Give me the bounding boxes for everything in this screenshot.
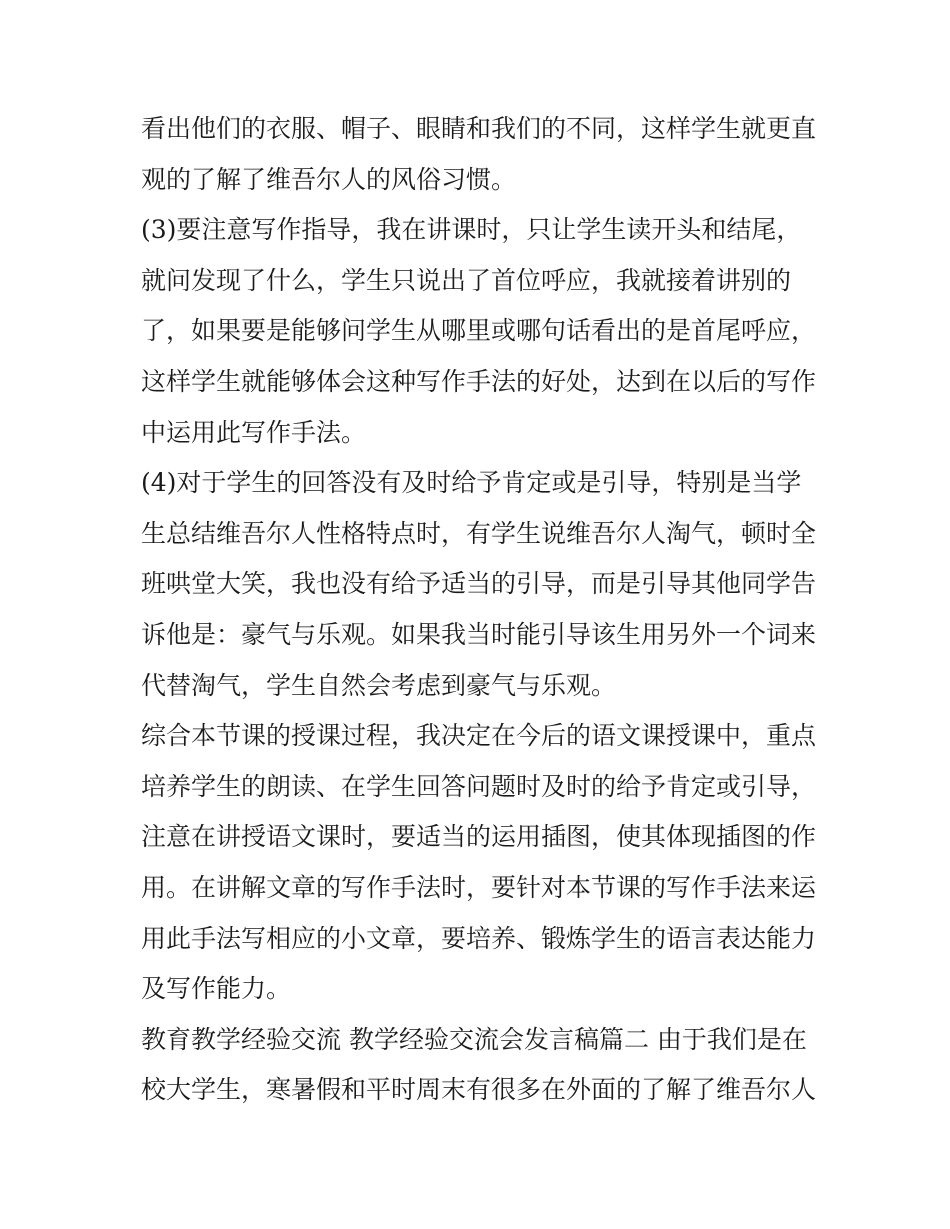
document-body (141, 104, 821, 1116)
text-line: 班哄堂大笑，我也没有给予适当的引导，而是引导其他同学告 (141, 569, 817, 599)
text-line: 校大学生，寒暑假和平时周末有很多在外面的了解了维吾尔人 (141, 1075, 817, 1105)
text-line: 用。在讲解文章的写作手法时，要针对本节课的写作手法来运 (141, 872, 817, 902)
text-line: 就问发现了什么，学生只说出了首位呼应，我就接着讲别的 (141, 265, 792, 295)
text-line: 及写作能力。 (141, 974, 292, 1004)
text-line: 这样学生就能够体会这种写作手法的好处，达到在以后的写作 (141, 366, 817, 396)
text-line: 综合本节课的授课过程，我决定在今后的语文课授课中，重点 (141, 721, 817, 751)
text-line: 诉他是：豪气与乐观。如果我当时能引导该生用另外一个词来 (141, 619, 817, 649)
text-line: 培养学生的朗读、在学生回答问题时及时的给予肯定或引导， (141, 771, 817, 801)
text-line: 注意在讲授语文课时，要适当的运用插图，使其体现插图的作 (141, 822, 817, 852)
text-line: 中运用此写作手法。 (141, 417, 367, 447)
text-line: 观的了解了维吾尔人的风俗习惯。 (141, 164, 517, 194)
text-line: 生总结维吾尔人性格特点时，有学生说维吾尔人淘气，顿时全 (141, 518, 817, 548)
text-line: (3)要注意写作指导，我在讲课时，只让学生读开头和结尾， (141, 215, 802, 245)
text-line: 用此手法写相应的小文章，要培养、锻炼学生的语言表达能力 (141, 923, 817, 953)
text-line: (4)对于学生的回答没有及时给予肯定或是引导，特别是当学 (141, 468, 802, 498)
text-line: 代替淘气，学生自然会考虑到豪气与乐观。 (141, 670, 617, 700)
text-line: 了，如果要是能够问学生从哪里或哪句话看出的是首尾呼应， (141, 316, 817, 346)
text-line: 教育教学经验交流 教学经验交流会发言稿篇二 由于我们是在 (141, 1024, 807, 1054)
text-line: 看出他们的衣服、帽子、眼睛和我们的不同，这样学生就更直 (141, 114, 817, 143)
